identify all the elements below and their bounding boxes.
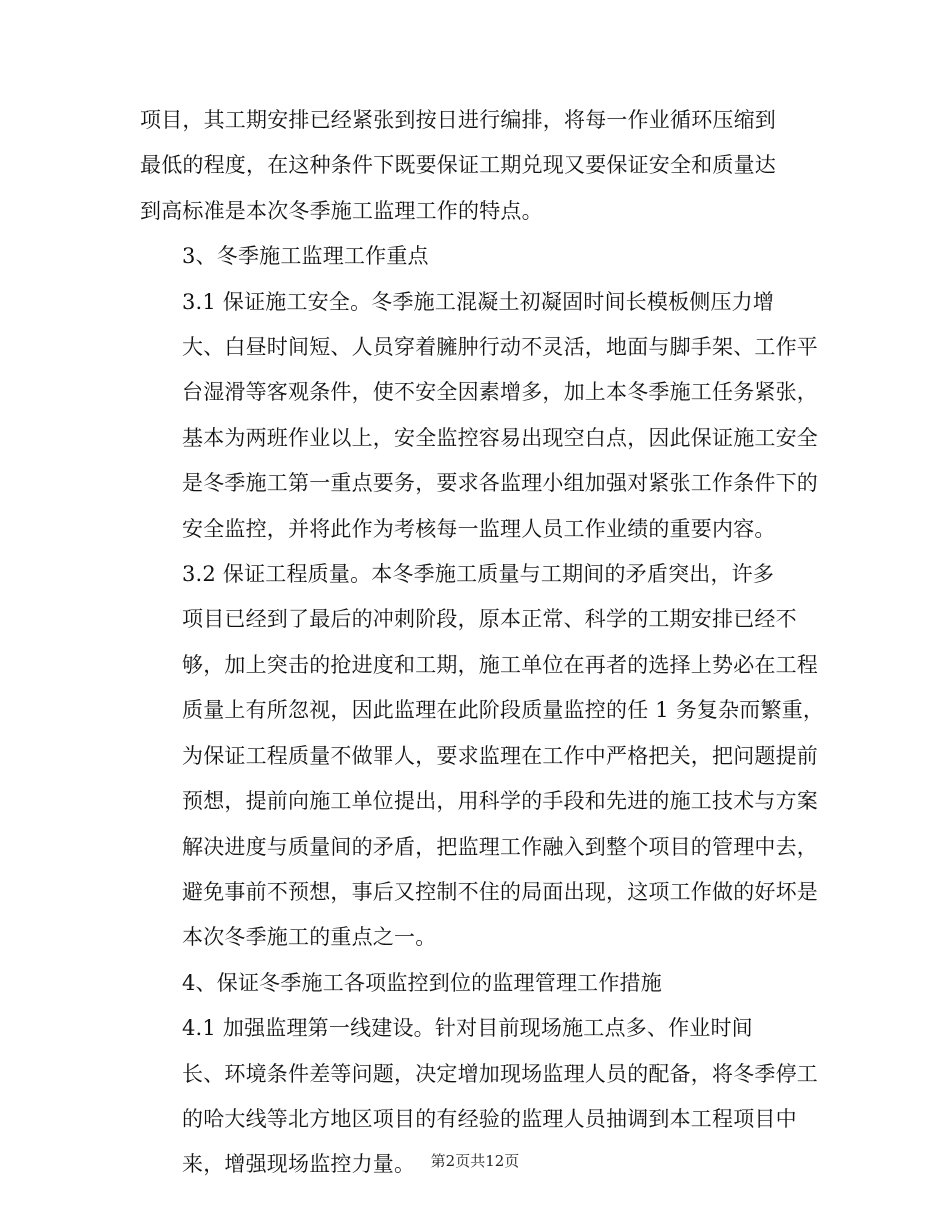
section-heading-3: [140, 234, 800, 279]
text-line: 项目，其工期安排已经紧张到按日进行编排，将每一作业循环压缩到: [140, 108, 776, 132]
text-line: 为保证工程质量不做罪人，要求监理在工作中严格把关，把问题提前: [182, 743, 818, 768]
text-line: 质量上有所忽视，因此监理在此阶段质量监控的任 1 务复杂而繁重，: [182, 698, 825, 723]
text-line: 预想，提前向施工单位提出，用科学的手段和先进的施工技术与方案: [182, 789, 818, 814]
paragraph-intro-continuation: [140, 98, 800, 234]
paragraph-3-2: [140, 552, 825, 961]
text-line: 安全监控，并将此作为考核每一监理人员工作业绩的重要内容。: [182, 516, 776, 541]
text-line: 台湿滑等客观条件，使不安全因素增多，加上本冬季施工任务紧张，: [182, 380, 818, 405]
text-line: 避免事前不预想，事后又控制不住的局面出现，这项工作做的好坏是: [182, 879, 818, 904]
text-line: 是冬季施工第一重点要务，要求各监理小组加强对紧张工作条件下的: [182, 471, 818, 496]
text-line: 3、冬季施工监理工作重点: [182, 244, 429, 269]
text-line: 最低的程度，在这种条件下既要保证工期兑现又要保证安全和质量达: [140, 153, 776, 178]
text-line: 的哈大线等北方地区项目的有经验的监理人员抽调到本工程项目中: [182, 1106, 797, 1131]
text-line: 3.2 保证工程质量。本冬季施工质量与工期间的矛盾突出，许多: [182, 562, 775, 587]
text-line: 来，增强现场监控力量。: [182, 1152, 416, 1177]
document-body: [140, 98, 825, 1188]
section-heading-4: [140, 961, 800, 1006]
text-line: 3.1 保证施工安全。冬季施工混凝土初凝固时间长模板侧压力增: [182, 289, 775, 314]
text-line: 4、保证冬季施工各项监控到位的监理管理工作措施: [182, 970, 662, 995]
text-line: 4.1 加强监理第一线建设。针对目前现场施工点多、作业时间: [182, 1016, 753, 1041]
text-line: 到高标准是本次冬季施工监理工作的特点。: [140, 198, 543, 223]
text-line: 基本为两班作业以上，安全监控容易出现空白点，因此保证施工安全: [182, 425, 818, 450]
text-line: 大、白昼时间短、人员穿着臃肿行动不灵活，地面与脚手架、工作平: [182, 335, 818, 360]
text-line: 本次冬季施工的重点之一。: [182, 925, 437, 950]
text-line: 够，加上突击的抢进度和工期，施工单位在再者的选择上势必在工程: [182, 652, 818, 677]
text-line: 解决进度与质量间的矛盾，把监理工作融入到整个项目的管理中去，: [182, 834, 818, 859]
text-line: 项目已经到了最后的冲刺阶段，原本正常、科学的工期安排已经不: [182, 607, 797, 632]
paragraph-3-1: [140, 280, 818, 552]
text-line: 长、环境条件差等问题，决定增加现场监理人员的配备，将冬季停工: [182, 1061, 818, 1086]
page-number-footer: 第2页共12页: [430, 1152, 520, 1170]
